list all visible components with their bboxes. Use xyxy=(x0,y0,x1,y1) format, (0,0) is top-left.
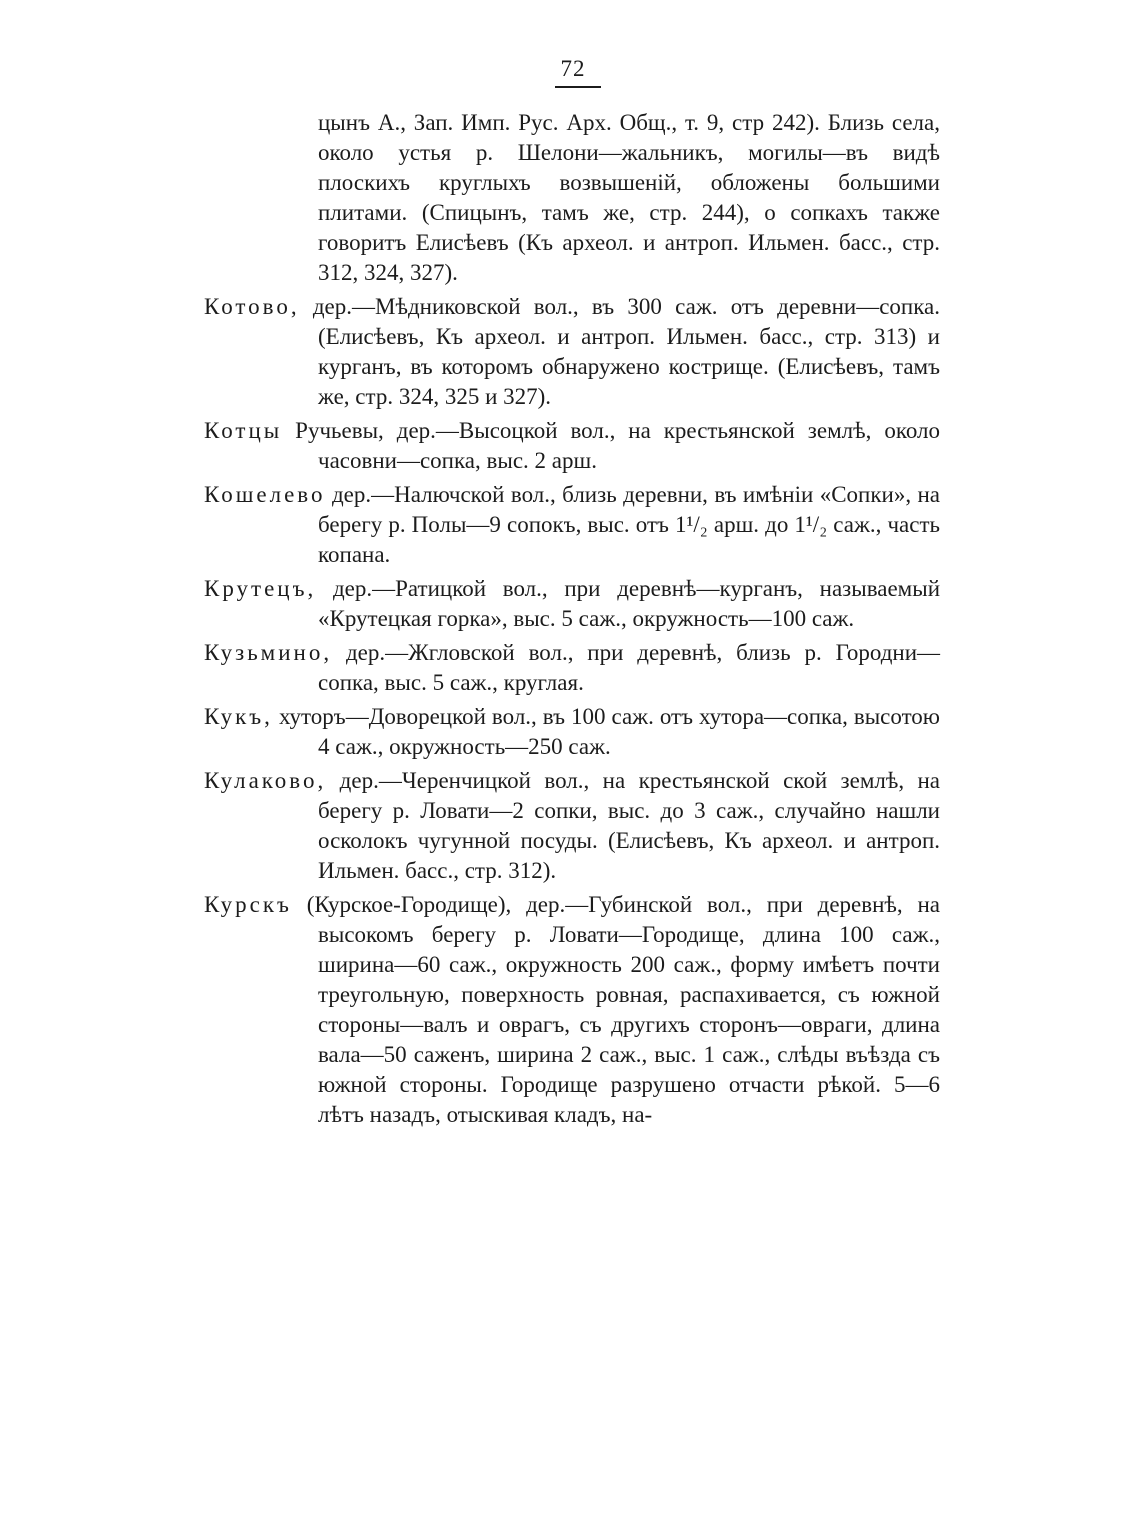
entry-kuzmino xyxy=(204,638,940,698)
entry-text: цынъ А., Зап. Имп. Рус. Арх. Общ., т. 9, стр 242). Близь села, около устья р. Шелони—жальникъ, могилы—въ видѣ плоскихъ круглыхъ возвышеній, обложены большими плитами. (Спицынъ, тамъ же, стр. 244), о сопкахъ также говоритъ Елисѣевъ (Къ археол. и антроп. Ильмен. басс., стр. 312, 324, 327). xyxy=(318,110,940,285)
entry-kotovo xyxy=(204,292,940,412)
entry-title: Курскъ xyxy=(204,892,292,917)
entry-text: дер.—Налючской вол., близь деревни, въ имѣніи «Сопки», на берегу р. Полы—9 сопокъ, выс. отъ 1¹/₂ арш. до 1¹/₂ саж., часть копана. xyxy=(318,482,941,567)
entry-title: Кулаково, xyxy=(204,768,327,793)
entry-text: дер.—Жгловской вол., при деревнѣ, близь р. Городни—сопка, выс. 5 саж., круглая. xyxy=(318,640,941,695)
page-number-rule xyxy=(555,86,601,88)
entry-text: хуторъ—Доворецкой вол., въ 100 саж. отъ хутора—сопка, высотою 4 саж., окружность—250 саж. xyxy=(278,704,940,759)
entry-koshelevo xyxy=(204,480,940,570)
entry-title: Кошелево xyxy=(204,482,326,507)
entry-kottsy xyxy=(204,416,940,476)
entry-kursk xyxy=(204,890,940,1130)
entry-text: (Курское-Городище), дер.—Губинской вол., при деревнѣ, на высокомъ берегу р. Ловати—Городище, длина 100 саж., ширина—60 саж., окружность 200 саж., форму имѣетъ почти треугольную, поверхность ровная, распахивается, съ южной стороны—валъ и оврагъ, съ другихъ сторонъ—овраги, длина вала—50 саженъ, ширина 2 саж., выс. 1 саж., слѣды въѣзда съ южной стороны. Городище разрушено отчасти рѣкой. 5—6 лѣтъ назадъ, отыскивая кладъ, на- xyxy=(306,892,940,1127)
entry-krutets xyxy=(204,574,940,634)
entry-text: Ручьевы, дер.—Высоцкой вол., на крестьянской землѣ, около часовни—сопка, выс. 2 арш. xyxy=(295,418,940,473)
entry-title: Крутецъ, xyxy=(204,576,317,601)
page-number: 72 xyxy=(560,56,586,81)
entry-title: Котово, xyxy=(204,294,300,319)
entry-title: Кузьмино, xyxy=(204,640,333,665)
entry-text: дер.—Черенчицкой вол., на крестьянской ской землѣ, на берегу р. Ловати—2 сопки, выс. до 3 саж., случайно нашли осколокъ чугунной посуды. (Елисѣевъ, Къ археол. и антроп. Ильмен. басс., стр. 312). xyxy=(318,768,941,883)
entry-continuation xyxy=(204,108,940,288)
entry-kulakovo xyxy=(204,766,940,886)
entry-text: дер.—Ратицкой вол., при деревнѣ—курганъ, называемый «Крутецкая горка», выс. 5 саж., окружность—100 саж. xyxy=(318,576,941,631)
body-text xyxy=(204,108,940,1134)
entry-text: дер.—Мѣдниковской вол., въ 300 саж. отъ деревни—сопка. (Елисѣевъ, Къ археол. и антроп. Ильмен. басс., стр. 313) и курганъ, въ которомъ обнаружено кострище. (Елисѣевъ, тамъ же, стр. 324, 325 и 327). xyxy=(312,294,941,409)
entry-title: Котцы xyxy=(204,418,283,443)
entry-kuk xyxy=(204,702,940,762)
entry-title: Кукъ, xyxy=(204,704,273,729)
